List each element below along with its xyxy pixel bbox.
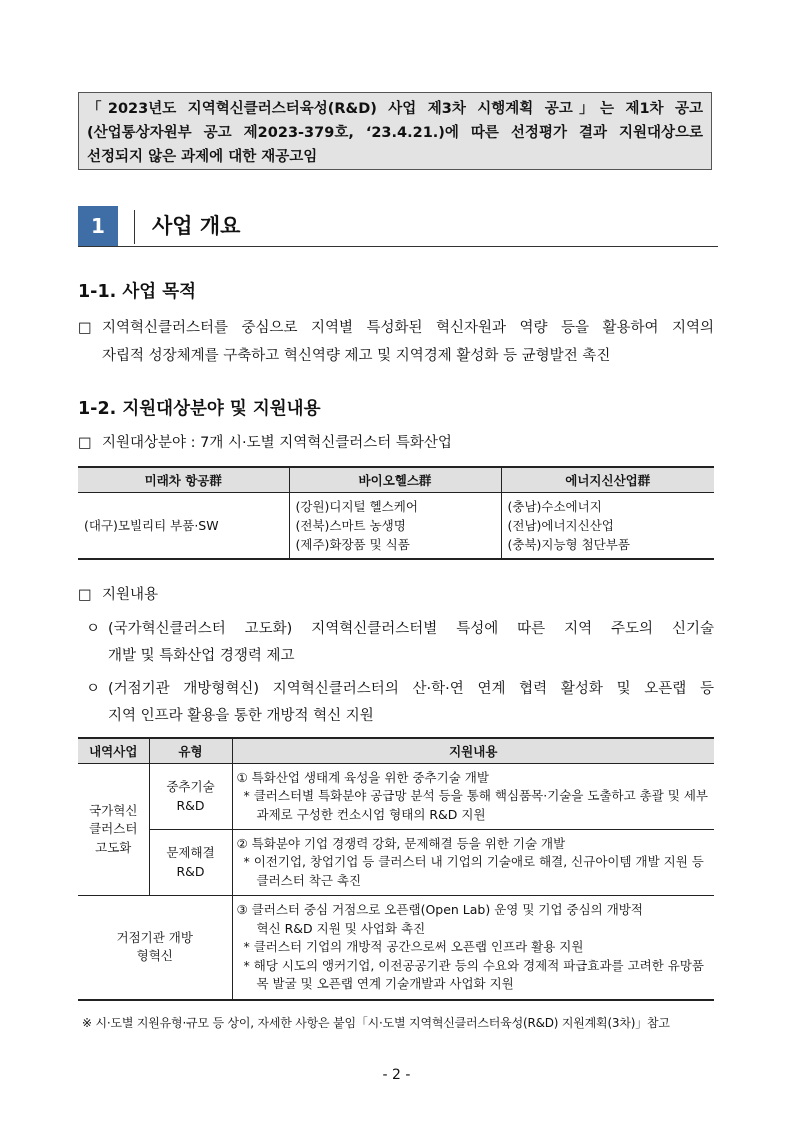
table-cell: (대구)모빌리티 부품·SW xyxy=(84,518,219,533)
type-problem-solving: 문제해결 R&D xyxy=(149,830,232,896)
notice-line-2: (산업통상자원부 공고 제2023-379호, ‘23.4.21.)에 따른 선정평가 결과 지원대상으로 xyxy=(87,125,703,141)
target-bullet: □ xyxy=(78,435,92,451)
table-header: 내역사업 xyxy=(78,738,149,764)
item1-line-2: 개발 및 특화산업 경쟁력 제고 xyxy=(108,648,295,664)
content-sub: * 클러스터 기업의 개방적 공간으로써 오픈랩 인프라 활용 지원 xyxy=(243,939,584,954)
content-sub: * 클러스터별 특화분야 공급망 분석 등을 통해 핵심품목·기술을 도출하고 총괄 및 세부과제로 구성한 컨소시엄 형태의 R&D 지원 xyxy=(243,788,708,822)
content-cell xyxy=(232,896,714,1000)
table-row xyxy=(78,896,714,1000)
heading-1-2: 1-2. 지원대상분야 및 지원내용 xyxy=(78,399,321,419)
item1-line-1: (국가혁신클러스터 고도화) 지역혁신클러스터별 특성에 따른 지역 주도의 신기술 xyxy=(108,621,714,637)
purpose-bullet: □ xyxy=(78,320,92,336)
content-label: 지원내용 xyxy=(102,587,159,603)
content-cell xyxy=(232,830,714,896)
page-number: - 2 - xyxy=(382,1067,411,1083)
notice-box xyxy=(78,92,712,170)
notice-line-1: 「2023년도 지역혁신클러스터육성(R&D) 사업 제3차 시행계획 공고」는 제1차 공고 xyxy=(87,101,703,117)
cell-line: (제주)화장품 및 식품 xyxy=(295,537,410,552)
item1-circle: ㅇ xyxy=(86,621,101,637)
content-bullet: □ xyxy=(78,587,92,603)
cell-line: (강원)디지털 헬스케어 xyxy=(295,499,418,514)
table-header: 지원내용 xyxy=(232,738,714,764)
section-1-header xyxy=(78,206,718,247)
content-main: ② 특화분야 기업 경쟁력 강화, 문제해결 등을 위한 기술 개발 xyxy=(236,835,566,851)
cell-line: (전북)스마트 농생명 xyxy=(295,518,406,533)
table-header-row xyxy=(78,738,714,764)
table-cell xyxy=(501,493,714,560)
group-national-cluster: 국가혁신 클러스터 고도화 xyxy=(78,764,149,896)
notice-line-3: 선정되지 않은 과제에 대한 재공고임 xyxy=(87,149,318,165)
table-header: 미래차 항공群 xyxy=(78,467,289,493)
table-header: 바이오헬스群 xyxy=(289,467,501,493)
section-title: 사업 개요 xyxy=(152,214,241,238)
target-field-table xyxy=(78,466,714,560)
table-header: 유형 xyxy=(149,738,232,764)
cell-line: (충북)지능형 첨단부품 xyxy=(507,537,630,552)
cell-line: (충남)수소에너지 xyxy=(507,499,602,514)
heading-1-1: 1-1. 사업 목적 xyxy=(78,282,197,302)
footnote: ※ 시·도별 지원유형·규모 등 상이, 자세한 사항은 붙임「시·도별 지역혁신클러스터육성(R&D) 지원계획(3차)」참고 xyxy=(82,1016,670,1030)
type-core-tech: 중추기술 R&D xyxy=(149,764,232,830)
content-sub: * 이전기업, 창업기업 등 클러스터 내 기업의 기술애로 해결, 신규아이템 개발 지원 등 클러스터 착근 촉진 xyxy=(243,854,704,888)
table-row xyxy=(78,830,714,896)
item2-line-1: (거점기관 개방형혁신) 지역혁신클러스터의 산·학·연 연계 협력 활성화 및 오픈랩 등 xyxy=(108,681,714,697)
purpose-line-2: 자립적 성장체계를 구축하고 혁신역량 제고 및 지역경제 활성화 등 균형발전 촉진 xyxy=(102,348,611,364)
table-cell xyxy=(289,493,501,560)
purpose-line-1: 지역혁신클러스터를 중심으로 지역별 특성화된 혁신자원과 역량 등을 활용하여 지역의 xyxy=(102,320,714,336)
item2-circle: ㅇ xyxy=(86,681,101,697)
support-content-table xyxy=(78,737,714,1001)
section-number: 1 xyxy=(78,206,118,246)
content-main: ① 특화산업 생태계 육성을 위한 중추기술 개발 xyxy=(236,769,489,785)
table-header: 에너지신산업群 xyxy=(501,467,714,493)
table-row xyxy=(78,764,714,830)
item2-line-2: 지역 인프라 활용을 통한 개방적 혁신 지원 xyxy=(108,708,374,724)
cell-line: (전남)에너지신산업 xyxy=(507,518,614,533)
content-main: ③ 클러스터 중심 거점으로 오픈랩(Open Lab) 운영 및 기업 중심의 개방적 xyxy=(236,902,643,917)
content-sub: * 해당 시도의 앵커기업, 이전공공기관 등의 수요와 경제적 파급효과를 고려한 유망품목 발굴 및 오픈랩 연계 기술개발과 사업화 지원 xyxy=(243,957,705,991)
section-divider xyxy=(134,210,135,244)
content-cell xyxy=(232,764,714,830)
group-open-innovation: 거점기관 개방형혁신 xyxy=(78,896,232,1000)
target-text: 지원대상분야 : 7개 시·도별 지역혁신클러스터 특화산업 xyxy=(102,435,452,451)
content-main-cont: 혁신 R&D 지원 및 사업화 촉진 xyxy=(256,920,426,936)
table-row xyxy=(78,493,714,560)
table-header-row xyxy=(78,467,714,493)
